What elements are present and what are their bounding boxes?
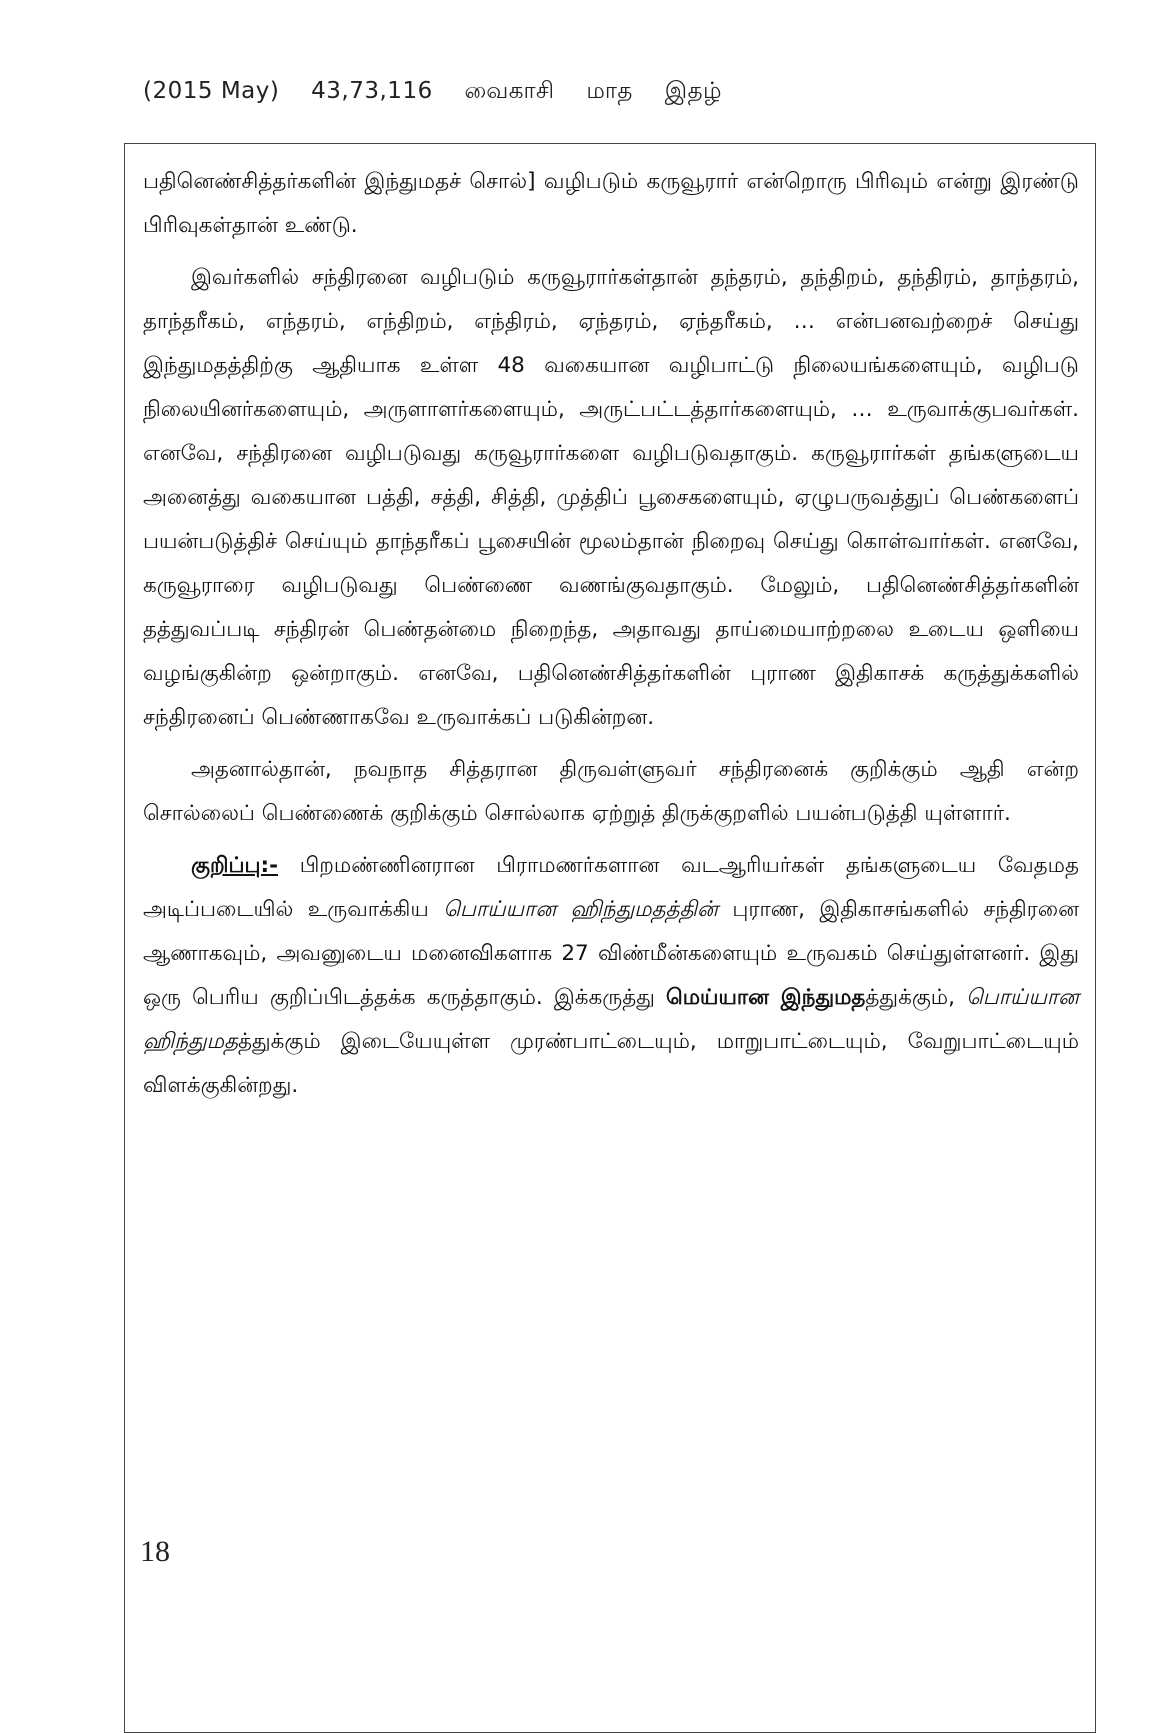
header-maatha: மாத [586, 78, 633, 104]
note-text-1: பிறமண்ணினரான பிராமணர்களான வடஆரியர்கள் தங்களுடைய வேதமத அடிப்படையில் உருவாக்கிய [143, 853, 1079, 922]
header-number: 43,73,116 [311, 78, 433, 104]
paragraph-1: பதினெண்சித்தர்களின் இந்துமதச் சொல்] வழிபடும் கருவூரார் என்றொரு பிரிவும் என்று இரண்டு பிரிவுகள்தான் உண்டு. [143, 169, 1079, 238]
header-date: (2015 May) [143, 78, 280, 104]
paragraph-2: இவர்களில் சந்திரனை வழிபடும் கருவூரார்கள்தான் தந்தரம், தந்திறம், தந்திரம், தாந்தரம், தாந்தரீகம், எந்தரம், எந்திறம், எந்திரம், ஏந்தரம், ஏந்தரீகம், … என்பனவற்றைச் செய்து இந்துமதத்திற்கு ஆதியாக உள்ள 48 வகையான வழிபாட்டு நிலையங்களையும், வழிபடு நிலையினர்களையும், அருளாளர்களையும், அருட்பட்டத்தார்களையும், … உருவாக்குபவர்கள். எனவே, சந்திரனை வழிபடுவது கருவூரார்களை வழிபடுவதாகும். கருவூரார்கள் தங்களுடைய அனைத்து வகையான பத்தி, சத்தி, சித்தி, முத்திப் பூசைகளையும், ஏழுபருவத்துப் பெண்களைப் பயன்படுத்திச் செய்யும் தாந்தரீகப் பூசையின் மூலம்தான் நிறைவு செய்து கொள்வார்கள். எனவே, கருவூராரை வழிபடுவது பெண்ணை வணங்குவதாகும். மேலும், பதினெண்சித்தர்களின் தத்துவப்படி சந்திரன் பெண்தன்மை நிறைந்த, அதாவது தாய்மையாற்றலை உடைய ஒளியை வழங்குகின்ற ஒன்றாகும். எனவே, பதினெண்சித்தர்களின் புராண இதிகாசக் கருத்துக்களில் சந்திரனைப் பெண்ணாகவே உருவாக்கப் படுகின்றன. [143, 265, 1079, 730]
header-month: வைகாசி [464, 78, 555, 104]
note-label: குறிப்பு:- [191, 853, 278, 878]
paragraph-3: அதனால்தான், நவநாத சித்தரான திருவள்ளுவர் சந்திரனைக் குறிக்கும் ஆதி என்ற சொல்லைப் பெண்ணைக் குறிக்கும் சொல்லாக ஏற்றுத் திருக்குறளில் பயன்படுத்தி யுள்ளார். [143, 757, 1079, 826]
note-paragraph [143, 844, 1079, 1108]
note-italic-2: பொய்யான ஹிந்துமத [143, 985, 1079, 1054]
note-italic-1: பொய்யான ஹிந்துமதத்தின் [443, 897, 718, 922]
note-text-4: த்துக்கும் இடையேயுள்ள முரண்பாட்டையும், மாறுபாட்டையும், வேறுபாட்டையும் விளக்குகின்றது. [143, 1029, 1079, 1098]
note-text-3: த்துக்கும், [865, 985, 967, 1010]
page-header [143, 78, 746, 107]
page-number: 18 [140, 1535, 170, 1568]
article-body [143, 160, 1079, 1116]
note-text-2: புராண, இதிகாசங்களில் சந்திரனை ஆணாகவும், அவனுடைய மனைவிகளாக 27 விண்மீன்களையும் உருவகம் செய்துள்ளனர். இது ஒரு பெரிய குறிப்பிடத்தக்க கருத்தாகும். இக்கருத்து [143, 897, 1079, 1010]
note-bold-1: மெய்யான இந்துமத [665, 985, 866, 1010]
header-issue: இதழ் [664, 78, 723, 104]
